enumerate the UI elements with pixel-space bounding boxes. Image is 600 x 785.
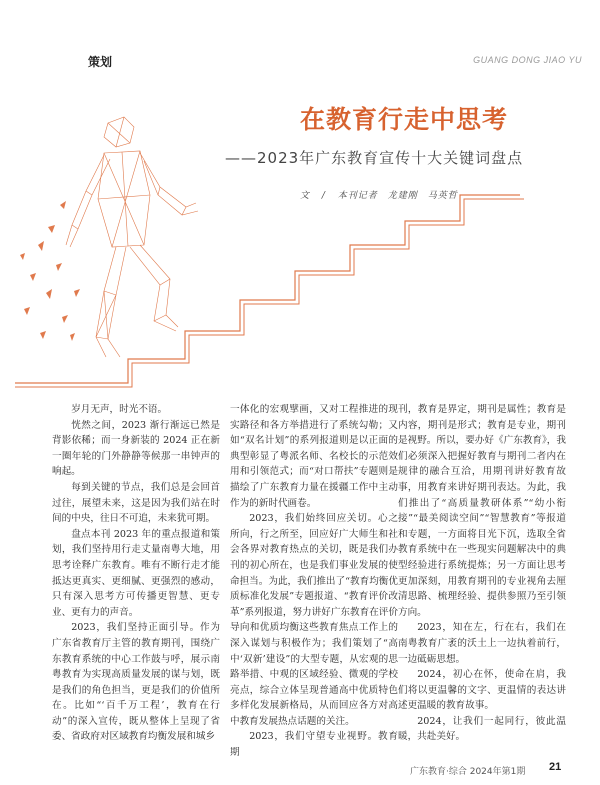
body-column-3 — [398, 402, 566, 745]
paragraph-continued: 刊，教育是界定，期刊是属性；教育是内容，期刊是形式；教育是专业，期刊是视野。所以，要办好《广东教育》，我们必须深入把握好教育与期刊二者内在规律的融合互洽，用期刊讲好教育故事，用教育来讲好期刊表达。为此，我们推出了“高质量教研体系”“幼小衔接”“最美阅读空间”“智慧教育”等报道和专题，一方面将目光下沉，选取全省教育系统中在一些现实问题解决中的典型经验进行系统提炼；另一方面让思考更加深刻，用教育期刊的专业视角去厘清思路、梳理经验、提供参照乃至引领方向。 — [398, 404, 566, 618]
article-byline: 文 / 本刊记者 龙建刚 马英哲 — [300, 191, 458, 201]
walking-figure-stairs-illustration — [0, 95, 560, 399]
article-title: 在教育行走中思考 — [300, 105, 509, 134]
paragraph: 2023，我们坚持正面引导。作为广东省教育厅主管的教育期刊，围绕广东教育系统的中心工作鼓与呼，展示南粤教育为实现高质量发展的谋与划，既是我们的角色担当，更是我们的价值所在。比如“‘百千万工程’，教育在行动”的深入宣传，既从整体上呈现了省委、省政府对区域教育均衡发展和城乡 — [52, 622, 220, 743]
section-tag: 策划 — [88, 55, 113, 69]
paragraph: 盘点本刊 2023 年的重点报道和策划，我们坚持用行走丈量南粤大地，用思考诠释广东教育。唯有不断行走才能抵达更真实、更细腻、更强烈的感动，只有深入思考方可传播更智慧、更专业、更有力的声音。 — [52, 528, 220, 618]
paragraph: 岁月无声，时光不语。 — [71, 404, 168, 415]
page-number: 21 — [549, 761, 562, 773]
body-column-2 — [230, 402, 398, 761]
paragraph: 2024，让我们一起同行，彼此温暖，共赴美好。 — [398, 715, 566, 743]
paragraph: 每到关键的节点，我们总是会回首过往，展望未来，这是因为我们站在时间的中央，往日不可追，未来犹可期。 — [52, 481, 220, 525]
paragraph: 恍然之间，2023 渐行渐远已然是背影依稀；而一身新装的 2024 正在新一圈年轮的门外静静等候那一串钟声的响起。 — [52, 419, 220, 478]
paragraph-continued: 一体化的宏观擘画，又对工程推进的现实路径和各方举措进行了系统勾勒；又如“双名计划”的系列报道则是以正面的典型彰显了粤派名师、名校长的示范效用和引领范式；而“对口帮扶”专题则是描绘了广东教育力量在援疆工作中主动作为的新时代画卷。 — [230, 404, 398, 509]
paragraph: 2023，知在左，行在右，我们在南粤教育广袤的沃土上一边执着前行，一边砥砺思想。 — [398, 622, 566, 665]
paragraph: 2024，初心在怀，使命在肩，我们将以更温馨的文字、更温情的表达讲述更温暖的教育故事。 — [398, 669, 566, 712]
footer-journal-issue: 广东教育·综合 2024年第1期 — [410, 767, 526, 777]
paragraph: 2023，我们守望专业视野。教育期 — [230, 731, 398, 759]
body-column-1 — [52, 402, 220, 745]
journal-name-en: GUANG DONG JIAO YU — [473, 55, 582, 65]
paragraph: 2023，我们始终回应关切。心之所向，行之所至，回应好广大师生和社会各界对教育热点的关切，既是我们办刊的初心所在，也是我们事业发展的使命担当。为此，我们推出了“教育均衡优质标准化发展”专题报道、“教育评价改革”系列报道，努力讲好广东教育在评价导向和优质均衡这些教育焦点工作上的深入谋划与积极作为；我们策划了“高中‘双新’建设”的大型专题，从宏观的思路举措、中观的区域经验、微观的学校亮点，综合立体呈现普通高中优质特色多样化发展新格局，从而回应各方对高中教育发展热点话题的关注。 — [230, 513, 398, 727]
stairs-figure-icon — [0, 95, 560, 395]
article-subtitle: ——2023年广东教育宣传十大关键词盘点 — [225, 149, 524, 167]
